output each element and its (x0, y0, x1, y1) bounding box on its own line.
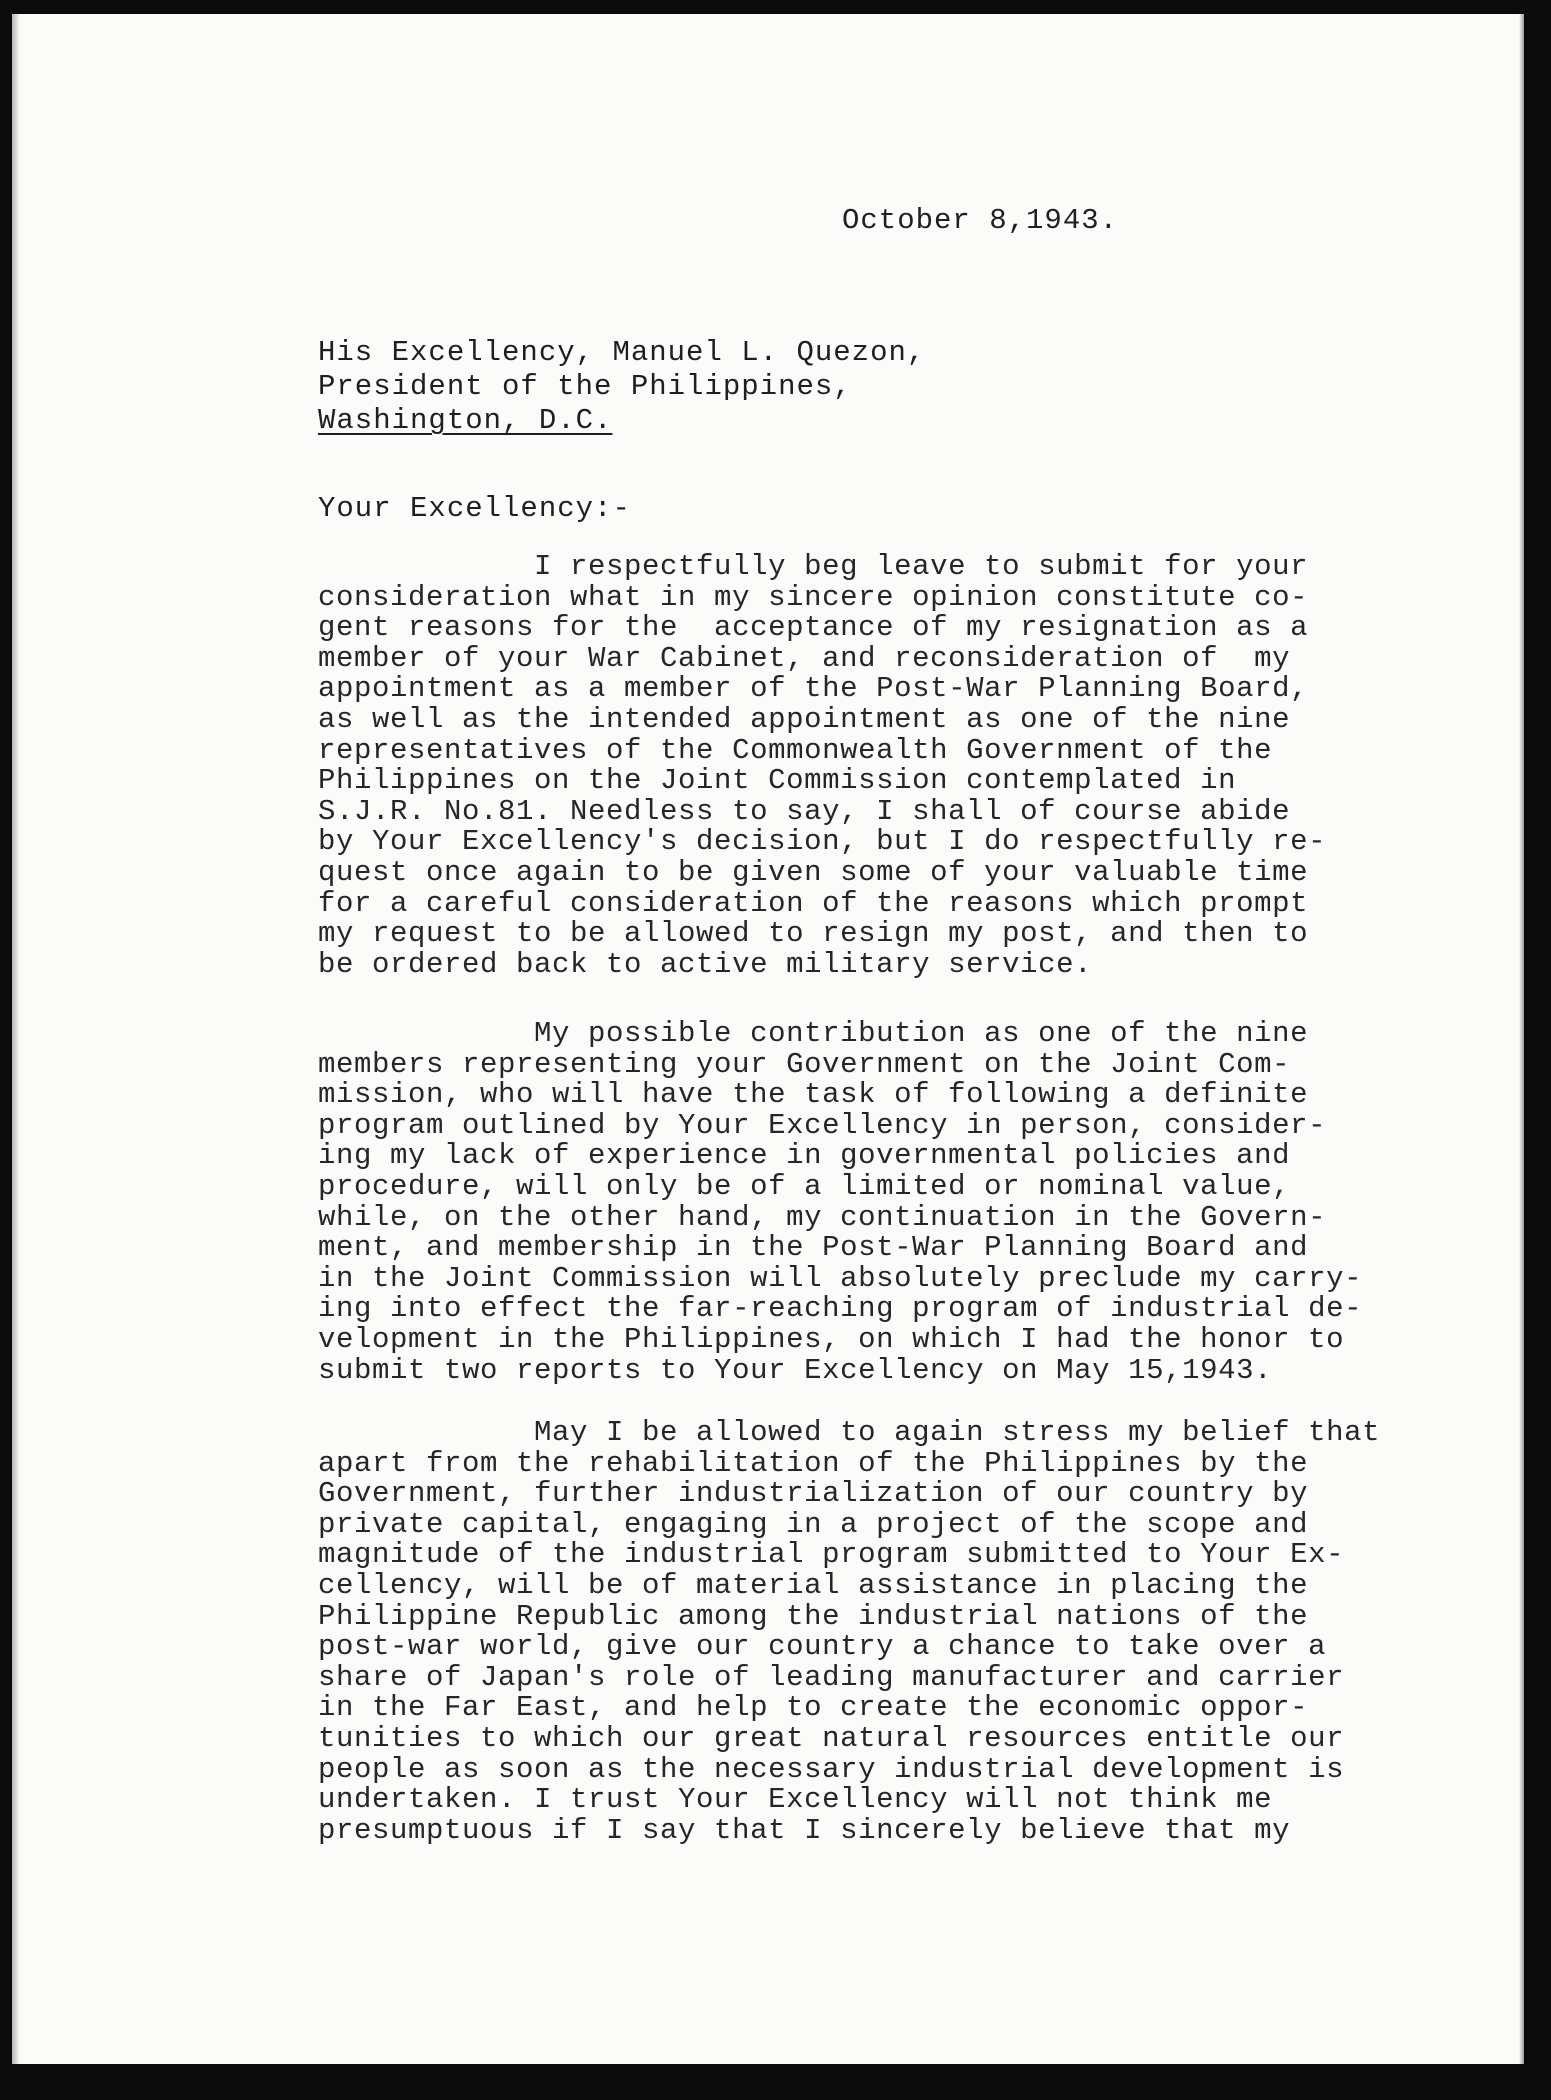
paragraph-1 (318, 552, 1428, 980)
paragraph-line: appointment as a member of the Post-War Planning Board, (318, 672, 1309, 706)
recipient-title: President of the Philippines, (318, 370, 852, 403)
paragraph-line: share of Japan's role of leading manufacturer and carrier (318, 1660, 1345, 1694)
paragraph-line: people as soon as the necessary industrial development is (318, 1752, 1345, 1786)
paragraph-line: program outlined by Your Excellency in person, consider- (318, 1108, 1327, 1142)
paragraph-line: members representing your Government on the Joint Com- (318, 1047, 1291, 1081)
paragraph-line: procedure, will only be of a limited or nominal value, (318, 1169, 1291, 1203)
paragraph-line: in the Joint Commission will absolutely preclude my carry- (318, 1261, 1363, 1295)
paragraph-line: gent reasons for the acceptance of my resignation as a (318, 611, 1309, 645)
paragraph-line: representatives of the Commonwealth Government of the (318, 733, 1273, 767)
paragraph-line: cellency, will be of material assistance in placing the (318, 1568, 1309, 1602)
paragraph-line: as well as the intended appointment as one of the nine (318, 702, 1291, 736)
letter-page (12, 14, 1524, 2064)
paragraph-line: consideration what in my sincere opinion constitute co- (318, 580, 1309, 614)
salutation: Your Excellency:- (318, 492, 631, 525)
paragraph-line: May I be allowed to again stress my belief that (318, 1416, 1381, 1449)
letter-date: October 8,1943. (842, 204, 1119, 237)
page-right-edge (1519, 14, 1524, 2064)
paragraph-line: velopment in the Philippines, on which I had the honor to (318, 1322, 1345, 1356)
paragraph-line: I respectfully beg leave to submit for your (318, 550, 1309, 583)
paragraph-line: magnitude of the industrial program submitted to Your Ex- (318, 1538, 1345, 1572)
paragraph-line: ment, and membership in the Post-War Planning Board and (318, 1231, 1309, 1265)
paragraph-line: apart from the rehabilitation of the Philippines by the (318, 1446, 1309, 1480)
paragraph-line: My possible contribution as one of the nine (318, 1017, 1309, 1050)
paragraph-line: Philippine Republic among the industrial nations of the (318, 1599, 1309, 1633)
paragraph-line: Philippines on the Joint Commission contemplated in (318, 764, 1237, 798)
paragraph-line: be ordered back to active military service. (318, 947, 1093, 981)
paragraph-line: quest once again to be given some of your valuable time (318, 855, 1309, 889)
paragraph-line: ing into effect the far-reaching program of industrial de- (318, 1292, 1363, 1326)
recipient-name: His Excellency, Manuel L. Quezon, (318, 336, 926, 369)
paragraph-2 (318, 1019, 1428, 1386)
paragraph-line: in the Far East, and help to create the economic oppor- (318, 1691, 1309, 1725)
paragraph-line: Government, further industrialization of our country by (318, 1477, 1309, 1511)
paragraph-line: ing my lack of experience in governmental policies and (318, 1139, 1291, 1173)
paragraph-line: while, on the other hand, my continuation in the Govern- (318, 1200, 1327, 1234)
paragraph-line: my request to be allowed to resign my post, and then to (318, 917, 1309, 951)
paragraph-line: member of your War Cabinet, and reconsideration of my (318, 641, 1291, 675)
paragraph-line: post-war world, give our country a chance to take over a (318, 1630, 1327, 1664)
recipient-location: Washington, D.C. (318, 404, 613, 437)
paragraph-line: tunities to which our great natural resources entitle our (318, 1721, 1345, 1755)
paragraph-line: by Your Excellency's decision, but I do respectfully re- (318, 825, 1327, 859)
paragraph-line: undertaken. I trust Your Excellency will not think me (318, 1783, 1273, 1817)
paragraph-line: mission, who will have the task of following a definite (318, 1078, 1309, 1112)
paragraph-line: submit two reports to Your Excellency on May 15,1943. (318, 1353, 1273, 1387)
paragraph-line: presumptuous if I say that I sincerely believe that my (318, 1813, 1291, 1847)
paragraph-line: S.J.R. No.81. Needless to say, I shall of course abide (318, 794, 1291, 828)
paragraph-line: private capital, engaging in a project of the scope and (318, 1507, 1309, 1541)
paragraph-3 (318, 1418, 1428, 1846)
page-left-edge (12, 14, 20, 2064)
paragraph-line: for a careful consideration of the reasons which prompt (318, 886, 1309, 920)
